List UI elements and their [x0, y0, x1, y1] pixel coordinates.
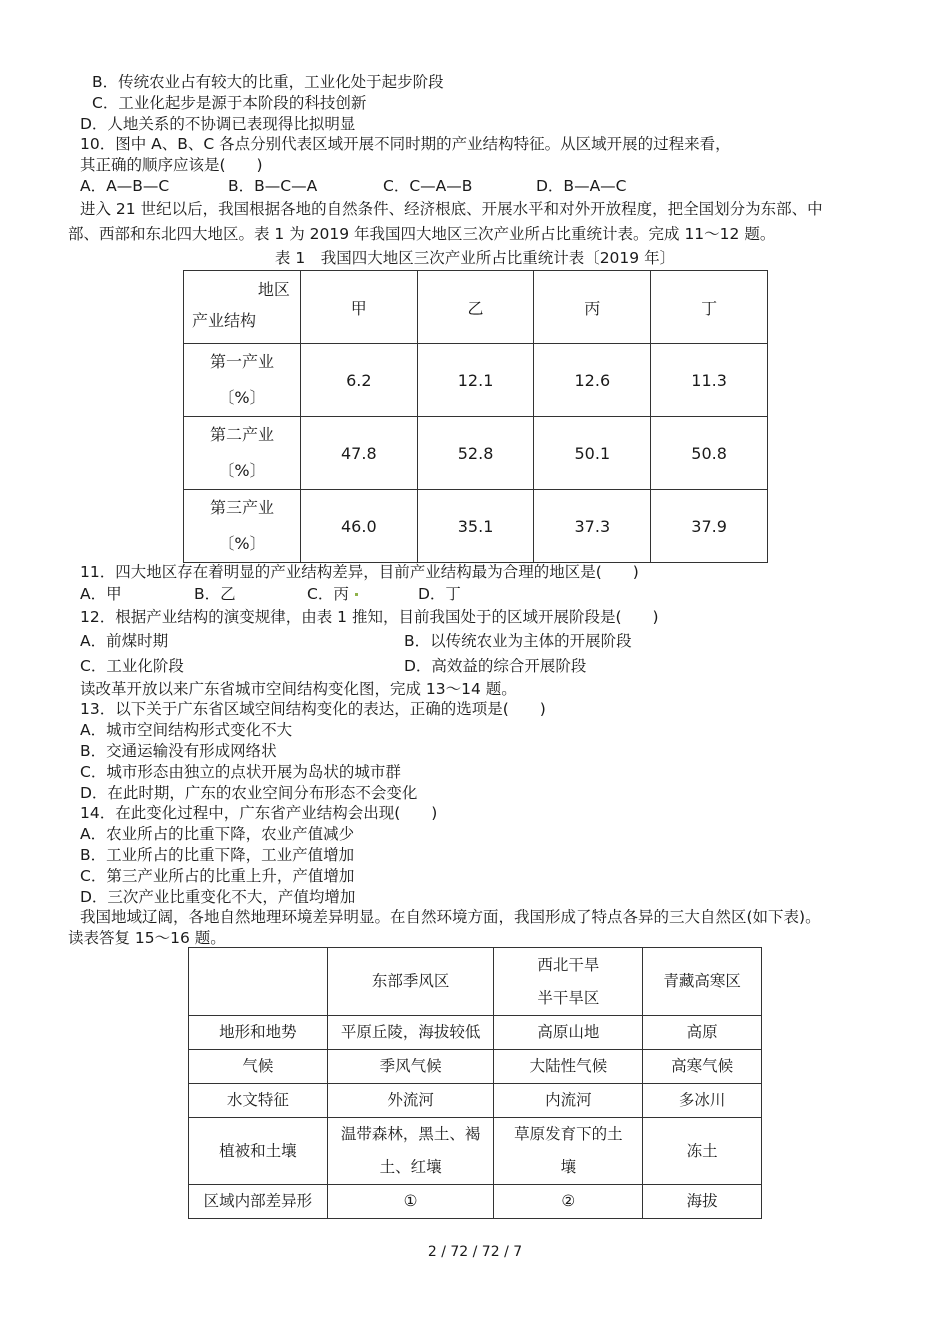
intro-11: 进入 21 世纪以后，我国根据各地的自然条件、经济根底、开展水平和对外开放程度，把全国划分为东部、中: [80, 200, 823, 218]
option-12a: A．前煤时期: [80, 632, 169, 650]
row-label: 气候: [189, 1050, 328, 1084]
question-12-stem: 12．根据产业结构的演变规律，由表 1 推知，目前我国处于的区域开展阶段是( ): [80, 608, 659, 626]
page-footer: 2 / 72 / 72 / 7: [427, 1244, 523, 1260]
row-label: [184, 417, 301, 490]
option-10c: C．C—A—B: [383, 177, 473, 195]
table-cell: 12.6: [534, 344, 651, 417]
table-cell: 外流河: [327, 1084, 494, 1118]
table-cell: 12.1: [417, 344, 534, 417]
table-cell: 多冰川: [643, 1084, 762, 1118]
intro-13: 读改革开放以来广东省城市空间结构变化图，完成 13～14 题。: [80, 680, 517, 698]
zone-header: [494, 948, 643, 1016]
option-12d: D．高效益的综合开展阶段: [404, 657, 587, 675]
question-10-stem-cont: 其正确的顺序应该是( ): [80, 156, 263, 174]
row-name: 第二产业: [209, 425, 274, 444]
intro-11-cont: 部、西部和东北四大地区。表 1 为 2019 年我国四大地区三次产业所占比重统计表。完成 11～12 题。: [68, 225, 776, 243]
option-11c-text: C．丙: [307, 585, 349, 603]
cell-line: 土、红壤: [379, 1158, 442, 1176]
option-13a: A．城市空间结构形式变化不大: [80, 721, 293, 739]
row-label: 水文特征: [189, 1084, 328, 1118]
table-cell: 海拔: [643, 1185, 762, 1219]
table-cell: [327, 1118, 494, 1185]
cell-line: 温带森林，黑土、褐: [340, 1125, 481, 1143]
table-cell: 高寒气候: [643, 1050, 762, 1084]
option-14d: D．三次产业比重变化不大，产值均增加: [80, 888, 356, 906]
table-cell: [494, 1118, 643, 1185]
option-9d: D．人地关系的不协调已表现得比拟明显: [80, 115, 356, 133]
row-label: [184, 490, 301, 563]
option-14b: B．工业所占的比重下降，工业产值增加: [80, 846, 355, 864]
table-cell: 高原山地: [494, 1016, 643, 1050]
intro-15: 我国地域辽阔，各地自然地理环境差异明显。在自然环境方面，我国形成了特点各异的三大自然区(如下表)。: [80, 908, 821, 926]
table1-title: 表 1 我国四大地区三次产业所占比重统计表〔2019 年〕: [274, 249, 676, 267]
zone-header: 东部季风区: [327, 948, 494, 1016]
option-12b: B．以传统农业为主体的开展阶段: [404, 632, 632, 650]
table-cell: 35.1: [417, 490, 534, 563]
question-14-stem: 14．在此变化过程中，广东省产业结构会出现( ): [80, 804, 438, 822]
table-cell: 50.1: [534, 417, 651, 490]
mark-dot: [355, 593, 358, 596]
table-cell: 37.3: [534, 490, 651, 563]
cell-line: 壤: [560, 1158, 577, 1176]
option-13b: B．交通运输没有形成网络状: [80, 742, 277, 760]
table1: [183, 270, 768, 563]
zone-header: 青藏高寒区: [643, 948, 762, 1016]
row-unit: 〔%〕: [218, 461, 266, 480]
question-11-stem: 11．四大地区存在着明显的产业结构差异，目前产业结构最为合理的地区是( ): [80, 563, 639, 581]
table-cell: 47.8: [300, 417, 417, 490]
option-9c: C．工业化起步是源于本阶段的科技创新: [92, 94, 367, 112]
row-unit: 〔%〕: [218, 388, 266, 407]
table-cell: 11.3: [651, 344, 768, 417]
row-name: 第三产业: [209, 498, 274, 517]
option-10a: A．A—B—C: [80, 177, 170, 195]
question-13-stem: 13．以下关于广东省区域空间结构变化的表达，正确的选项是( ): [80, 700, 546, 718]
table-cell: 大陆性气候: [494, 1050, 643, 1084]
region-header: 丙: [534, 271, 651, 344]
cell-line: 草原发育下的土: [514, 1125, 623, 1143]
option-13c: C．城市形态由独立的点状开展为岛状的城市群: [80, 763, 401, 781]
zone-header-line: 半干旱区: [537, 988, 600, 1007]
table-cell: ①: [327, 1185, 494, 1219]
row-label: 地形和地势: [189, 1016, 328, 1050]
table1-corner: [184, 271, 301, 344]
row-label: [184, 344, 301, 417]
region-header: 乙: [417, 271, 534, 344]
zone-header-line: 西北干旱: [537, 955, 600, 974]
table-cell: 6.2: [300, 344, 417, 417]
option-11d: D．丁: [418, 585, 461, 603]
region-header: 丁: [651, 271, 768, 344]
table2-corner: [189, 948, 328, 1016]
corner-bottom: 产业结构: [192, 311, 257, 330]
option-12c: C．工业化阶段: [80, 657, 184, 675]
option-13d: D．在此时期，广东的农业空间分布形态不会变化: [80, 784, 418, 802]
option-14c: C．第三产业所占的比重上升，产值增加: [80, 867, 355, 885]
table-cell: 平原丘陵，海拔较低: [327, 1016, 494, 1050]
option-14a: A．农业所占的比重下降，农业产值减少: [80, 825, 355, 843]
option-9b: B．传统农业占有较大的比重，工业化处于起步阶段: [92, 73, 444, 91]
table-cell: ②: [494, 1185, 643, 1219]
row-name: 第一产业: [209, 352, 274, 371]
option-11b: B．乙: [194, 585, 236, 603]
corner-top: 地区: [257, 280, 290, 299]
table-cell: 46.0: [300, 490, 417, 563]
region-header: 甲: [300, 271, 417, 344]
question-10-stem: 10．图中 A、B、C 各点分别代表区域开展不同时期的产业结构特征。从区域开展的过程来看，: [80, 135, 731, 153]
option-11c: [307, 584, 358, 604]
option-10b: B．B—C—A: [228, 177, 318, 195]
intro-15-cont: 读表答复 15～16 题。: [68, 929, 226, 947]
table-cell: 50.8: [651, 417, 768, 490]
table2: [188, 947, 762, 1219]
option-11a: A．甲: [80, 585, 122, 603]
option-10d: D．B—A—C: [536, 177, 627, 195]
table-cell: 52.8: [417, 417, 534, 490]
table-cell: 冻土: [643, 1118, 762, 1185]
row-unit: 〔%〕: [218, 534, 266, 553]
row-label: 植被和土壤: [189, 1118, 328, 1185]
table-cell: 内流河: [494, 1084, 643, 1118]
table-cell: 季风气候: [327, 1050, 494, 1084]
row-label: 区域内部差异形: [189, 1185, 328, 1219]
table-cell: 37.9: [651, 490, 768, 563]
table-cell: 高原: [643, 1016, 762, 1050]
